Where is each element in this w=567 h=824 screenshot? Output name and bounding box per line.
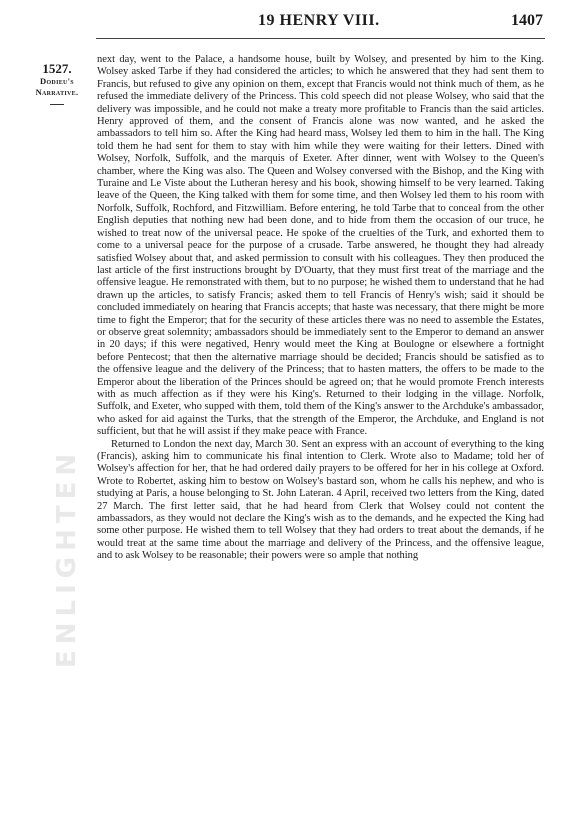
margin-note [28, 62, 86, 105]
margin-source-line-1: Dodieu's [40, 76, 74, 86]
watermark [30, 120, 90, 680]
margin-source-line-2: Narrative. [35, 87, 79, 97]
paragraph-2: Returned to London the next day, March 30. Sent an express with an account of everything to the king (Francis), asking him to communicate his final intention to Clerk. Wrote also to Madame; told her of Wolsey's affection for her, that he had ordered daily prayers to be offered for her in his college at Oxford. Wrote to Robertet, asking him to bestow on Wolsey's bastard son, whom he calls his nephew, and who is studying at Paris, a house belonging to St. John Lateran. 4 April, received two letters from the King, dated 27 March. The first letter said, that he had heard from Clerk that Wolsey could not content the ambassadors, as they would not declare the King's wish as to the demands, and he expected the King had some other purpose. He wished them to tell Wolsey that they had orders to treat about the demands, if he would treat at the same time about the marriage and delivery of the Princess, and the offensive league, and to ask Wolsey to be reasonable; their powers were so ample that nothing [97, 438, 544, 562]
running-title: 19 HENRY VIII. [258, 12, 380, 29]
body-text [97, 54, 544, 563]
watermark-text: ENLIGHTEN [52, 447, 82, 668]
header-rule [96, 38, 545, 39]
page-number: 1407 [511, 12, 543, 29]
paragraph-1: next day, went to the Palace, a handsome house, built by Wolsey, and presented by him to the King. Wolsey asked Tarbe if they had considered the articles; to which he answered that they had sent them to Francis, but refused to give any opinion on them, except that Francis would not think much of them, as he refused the immediate delivery of the Princess. This cold speech did not please Wolsey, who said that the delivery was impossible, and he could not make a treaty more profitable to Francis than the said articles. Henry approved of them, and the consent of Francis alone was now wanted, and he asked the ambassadors to tell him so. After the King had heard mass, Wolsey led them to him in the hall. The King told them he had sent for them to stay with him while they were waiting for their letters. Dined with Wolsey, Norfolk, Suffolk, and the marquis of Exeter. After dinner, went with Wolsey to the Queen's chamber, where the King was also. The Queen and Wolsey conversed with the Bishop, and the King with Turaine and Le Viste about the Lutheran heresy and his book, showing himself to be very learned. Taking leave of the Queen, the King talked with them for some time, and then Wolsey led them to his room with Norfolk, Suffolk, Rochford, and Fitzwilliam. Before entering, he told Tarbe that to conceal from the other English deputies that nothing new had been done, and to hide from them the occasion of our truce, he wished to treat now of the universal peace. He spoke of the cruelties of the Turk, and exhorted them to come to a universal peace for the purpose of a crusade. Tarbe answered, he thought they had already satisfied Wolsey about that, and asked permission to consult with his colleagues. They then produced the last article of the first instructions brought by D'Ouarty, that they must first treat of the marriage and the offensive league. He remonstrated with them, but to no purpose; he wished them to understand that he had drawn up the articles, to satisfy Francis; asked them to tell Francis of Henry's wish; said it should be concluded immediately on hearing that Francis accepts; that haste was necessary, that there might be more time to fight the Emperor; that for the security of these articles there was no need to assemble the Estates, or observe great solemnity; ambassadors should be immediately sent to the Emperor to demand an answer in 20 days; if this were negatived, Henry would meet the King at Boulogne or elsewhere a fortnight before Pentecost; that then the alternative marriage should be decided; Francis should be satisfied as to the offensive league and the delivery of the Princess; that to hasten matters, the offers to be made to the Emperor about the liberation of the Princes should be agreed on; that he would promote French interests with as much affection as if they were his King's. Returned to their lodging in the village. Norfolk, Suffolk, and Exeter, who supped with them, told them of the King's answer to the Archduke's ambassador, who asked for aid against the Turks, that the strength of the Emperor, the Archduke, and England is not sufficient, but that he will assist if they make peace with France. [97, 54, 544, 438]
margin-dash [50, 104, 64, 105]
page-header [0, 10, 567, 40]
margin-year: 1527. [42, 61, 72, 76]
